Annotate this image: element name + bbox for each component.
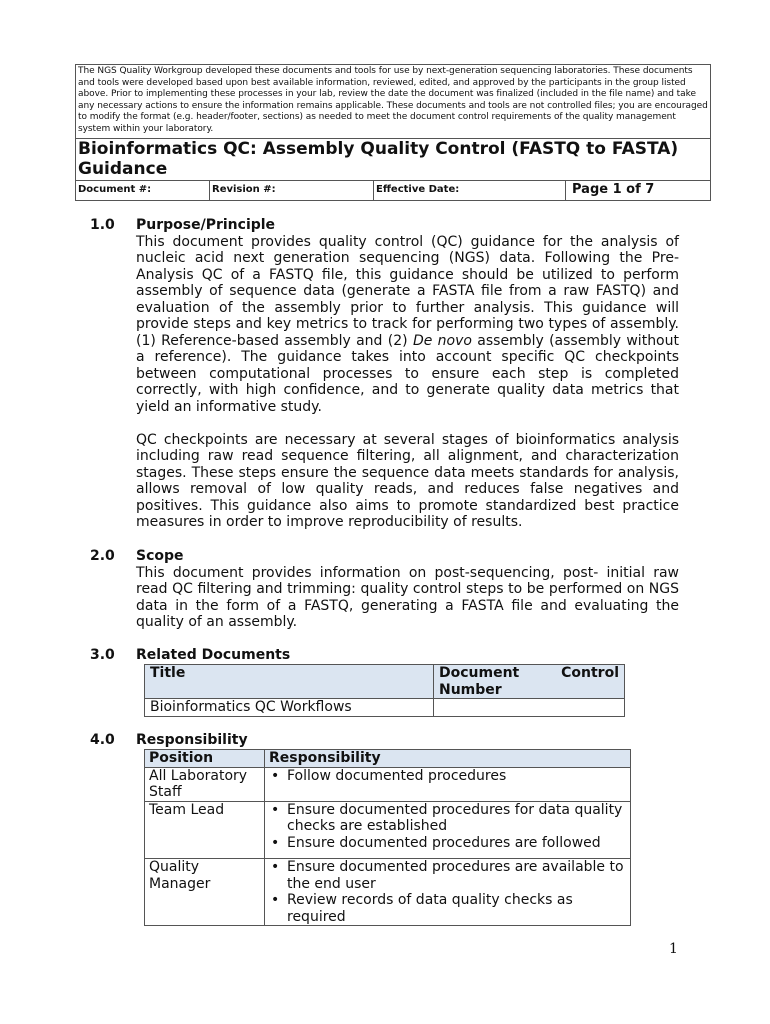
table-row <box>145 767 631 801</box>
section-number: 2.0 <box>90 548 115 564</box>
document-number-field: Document #: <box>76 181 210 200</box>
table-row <box>145 801 631 859</box>
responsibility-cell <box>265 801 631 859</box>
responsibility-table <box>144 749 631 926</box>
responsibility-item: • Ensure documented procedures are available to the end user <box>269 859 626 892</box>
position-column-header: Position <box>145 750 265 768</box>
section-number: 4.0 <box>90 732 115 748</box>
revision-number-field: Revision #: <box>210 181 374 200</box>
responsibility-item: • Ensure documented procedures for data quality checks are established <box>269 802 626 835</box>
scope-paragraph: This document provides information on post-sequencing, post- initial raw read QC filtering and trimming: quality control steps to be performed on NGS data in the form of a FASTQ, generating a FASTA file and evaluating the quality of an assembly. <box>136 564 679 630</box>
section-heading: Responsibility <box>136 732 248 748</box>
disclaimer-text: The NGS Quality Workgroup developed these documents and tools for use by next-generation sequencing laboratories. These documents and tools were developed based upon best available information, reviewed, edited, and approved by the participants in the group listed above. Prior to implementing these processes in your lab, review the date the document was finalized (included in the file name) and take any necessary actions to ensure the information remains applicable. These documents and tools are not controlled files; you are encouraged to modify the format (e.g. header/footer, sections) as needed to meet the document control requirements of the quality management system within your laboratory. <box>76 65 710 139</box>
document-header <box>75 64 711 201</box>
effective-date-field: Effective Date: <box>374 181 566 200</box>
control-number-column-header: Document Control Number <box>434 665 625 699</box>
page-count-field: Page 1 of 7 <box>572 181 655 197</box>
position-cell: Quality Manager <box>145 859 265 926</box>
de-novo-emphasis: De novo <box>412 332 472 349</box>
purpose-paragraph-2: QC checkpoints are necessary at several stages of bioinformatics analysis including raw read sequence filtering, all alignment, and characterization stages. These steps ensure the sequence data meets standards for analysis, allows removal of low quality reads, and reduces false negatives and positives. This guidance also aims to promote standardized best practice measures in order to improve reproducibility of results. <box>136 431 679 530</box>
section-heading: Scope <box>136 548 184 564</box>
responsibility-column-header: Responsibility <box>265 750 631 768</box>
table-header-row <box>145 665 625 699</box>
section-heading: Purpose/Principle <box>136 217 276 233</box>
document-number-cell <box>434 699 625 717</box>
responsibility-item: • Follow documented procedures <box>269 768 626 785</box>
responsibility-item: • Ensure documented procedures are followed <box>269 835 626 852</box>
responsibility-cell <box>265 767 631 801</box>
document-meta-row <box>76 181 710 200</box>
responsibility-item: • Review records of data quality checks as required <box>269 892 626 925</box>
document-title-cell: Bioinformatics QC Workflows <box>145 699 434 717</box>
table-row <box>145 699 625 717</box>
table-header-row <box>145 750 631 768</box>
document-title: Bioinformatics QC: Assembly Quality Control (FASTQ to FASTA) Guidance <box>76 139 710 181</box>
section-number: 3.0 <box>90 647 115 663</box>
title-column-header: Title <box>145 665 434 699</box>
purpose-paragraph-1: This document provides quality control (QC) guidance for the analysis of nucleic acid next generation sequencing (NGS) data. Following the Pre-Analysis QC of a FASTQ file, this guidance should be utilized to perform assembly of sequence data (generate a FASTA file from a raw FASTQ) and evaluation of the assembly prior to further analysis. This guidance will provide steps and key metrics to track for performing two types of assembly. (1) Reference-based assembly and (2) De novo assembly (assembly without a reference). The guidance takes into account specific QC checkpoints between computational processes to ensure each step is completed correctly, with high confidence, and to generate quality data metrics that yield an informative study. <box>136 233 679 415</box>
section-number: 1.0 <box>90 217 115 233</box>
page-number: 1 <box>669 941 678 957</box>
responsibility-cell <box>265 859 631 926</box>
section-heading: Related Documents <box>136 647 291 663</box>
table-row <box>145 859 631 926</box>
position-cell: Team Lead <box>145 801 265 859</box>
related-documents-table <box>144 664 625 717</box>
position-cell: All Laboratory Staff <box>145 767 265 801</box>
